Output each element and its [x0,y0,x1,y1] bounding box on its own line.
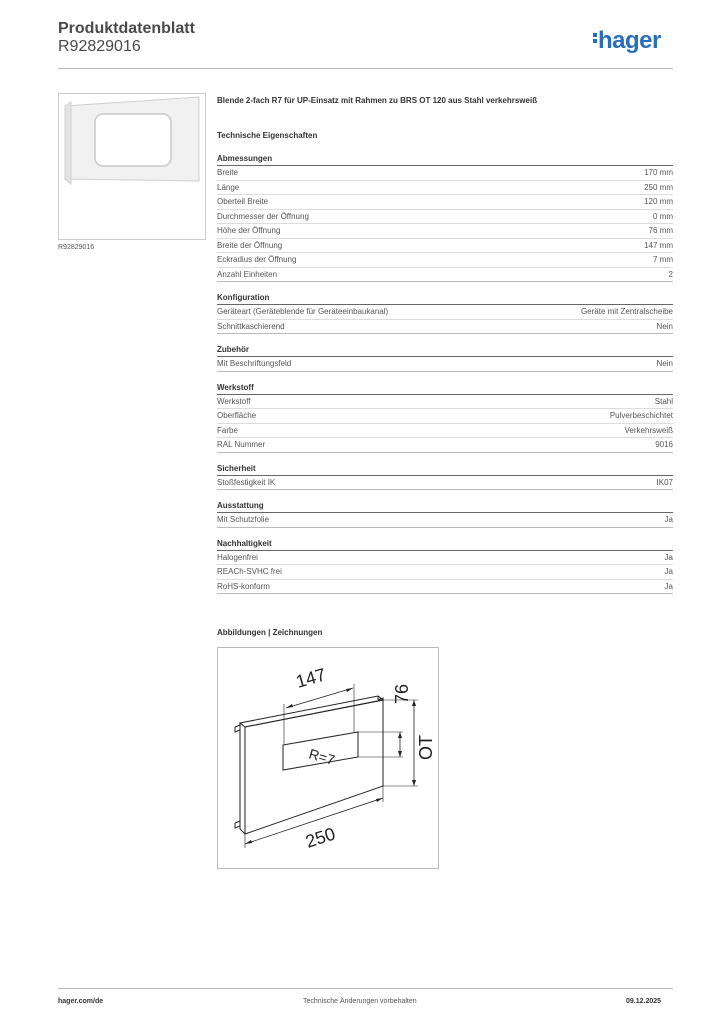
spec-label: Stoßfestigkeit IK [217,477,276,487]
spec-value: 147 mm [644,240,673,250]
section-title: Werkstoff [217,382,673,395]
spec-value: Ja [664,552,673,562]
spec-section [217,153,673,282]
spec-row [217,438,673,453]
footer-disclaimer: Technische Änderungen vorbehalten [303,998,417,1005]
opening-height-label: 76 [392,683,412,704]
spec-row [217,181,673,196]
spec-value: 7 mm [653,255,673,264]
spec-value: 120 mm [644,197,673,206]
header-divider [58,68,673,69]
spec-label: Länge [217,182,240,192]
spec-row [217,224,673,239]
logo-dots-icon [593,31,597,45]
spec-section [217,463,673,491]
spec-label: Halogenfrei [217,552,258,562]
product-code: R92829016 [58,38,141,55]
spec-label: Mit Beschriftungsfeld [217,359,292,368]
spec-section [217,538,673,595]
spec-label: Breite der Öffnung [217,240,283,250]
thumbnail-caption: R92829016 [58,244,95,251]
opening-width-label: 147 [293,664,328,692]
spec-value: Ja [664,515,673,524]
spec-label: Breite [217,168,238,177]
spec-label: Höhe der Öffnung [217,226,281,235]
spec-value: 9016 [655,440,673,449]
document-title: Produktdatenblatt [58,20,195,37]
spec-label: Geräteart (Geräteblende für Geräteeinbaukanal) [217,307,389,316]
spec-label: Oberfläche [217,411,257,420]
spec-label: Mit Schutzfolie [217,515,270,524]
spec-value: 76 mm [648,226,673,235]
spec-label: RAL Nummer [217,440,266,449]
spec-label: REACh-SVHC frei [217,567,282,576]
spec-section [217,382,673,453]
corner-radius-label: R=7 [307,745,337,769]
spec-row [217,166,673,181]
spec-row [217,210,673,225]
footer-website-link[interactable]: hager.com/de [58,998,104,1005]
spec-row [217,476,673,491]
spec-row [217,409,673,424]
footer-date: 09.12.2025 [626,998,662,1005]
spec-label: Schnittkaschierend [217,321,285,331]
spec-section [217,344,673,372]
dimension-drawing [218,648,438,868]
spec-row [217,551,673,566]
spec-value: Nein [656,359,673,368]
spec-row [217,195,673,210]
spec-row [217,253,673,268]
spec-value: 170 mm [644,168,673,177]
product-image [58,93,206,240]
technical-drawing [217,647,439,869]
spec-value: Verkehrsweiß [624,425,673,435]
spec-value: 2 [668,269,673,279]
spec-value: Ja [664,567,673,576]
spec-label: Farbe [217,425,238,435]
section-title: Ausstattung [217,500,673,513]
spec-row [217,239,673,254]
spec-value: IK07 [656,477,673,487]
spec-row [217,424,673,439]
spec-row [217,513,673,528]
spec-value: Stahl [654,396,673,406]
product-thumbnail-drawing [59,94,205,239]
spec-row [217,580,673,595]
spec-row [217,565,673,580]
product-title: Blende 2-fach R7 für UP-Einsatz mit Rahmen zu BRS OT 120 aus Stahl verkehrsweiß [217,96,538,105]
spec-section [217,292,673,334]
spec-value: 250 mm [644,182,673,192]
drawings-heading: Abbildungen | Zeichnungen [217,628,323,637]
spec-section [217,500,673,528]
product-specifications [217,96,673,604]
length-label: 250 [303,823,338,852]
section-title: Konfiguration [217,292,673,305]
spec-label: Durchmesser der Öffnung [217,211,309,221]
spec-row [217,395,673,410]
spec-row [217,268,673,283]
logo-text: hager [598,27,661,54]
spec-label: RoHS-konform [217,581,270,591]
spec-row [217,357,673,372]
spec-label: Eckradius der Öffnung [217,255,297,264]
spec-value: Geräte mit Zentralscheibe [580,307,673,316]
spec-label: Werkstoff [217,396,251,406]
section-title: Nachhaltigkeit [217,538,673,551]
spec-value: 0 mm [653,211,673,221]
spec-value: Ja [664,581,673,591]
section-title: Sicherheit [217,463,673,476]
section-title: Zubehör [217,344,673,357]
spec-label: Anzahl Einheiten [217,269,278,279]
spec-row [217,305,673,320]
hager-logo[interactable] [593,27,661,55]
footer-divider [58,988,673,989]
spec-value: Pulverbeschichtet [609,411,673,420]
spec-sections [217,153,673,594]
spec-row [217,320,673,335]
spec-value: Nein [656,321,673,331]
ot-label: OT [416,735,436,760]
technical-properties-heading: Technische Eigenschaften [217,131,318,140]
spec-label: Oberteil Breite [217,197,269,206]
section-title: Abmessungen [217,153,673,166]
